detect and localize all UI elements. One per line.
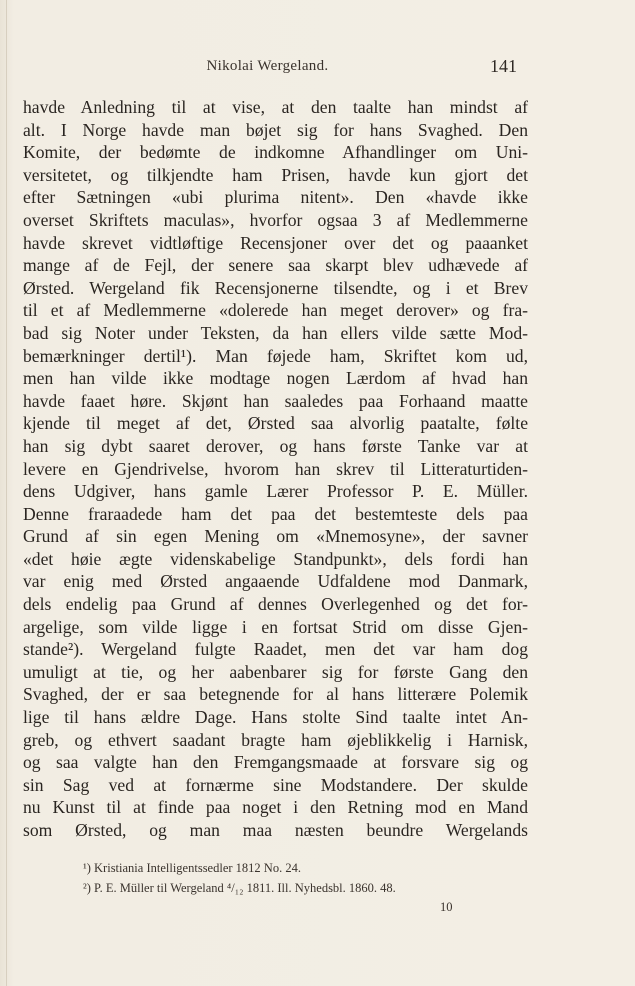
footnote-2: ²) P. E. Müller til Wergeland ⁴/₁₂ 1811. Ill. Nyhedsbl. 1860. 48. bbox=[83, 881, 396, 895]
text-line: sin Sag ved at fornærme sine Modstandere. Der skulde bbox=[23, 774, 528, 795]
text-line: alt. I Norge havde man bøjet sig for hans Svaghed. Den bbox=[23, 119, 528, 140]
text-line: Svaghed, der er saa betegnende for al hans litterære Polemik bbox=[23, 684, 528, 705]
text-line: nu Kunst til at finde paa noget i den Retning mod en Mand bbox=[23, 797, 528, 818]
text-line: han sig dybt saaret derover, og hans første Tanke var at bbox=[23, 435, 528, 456]
text-line: dels endelig paa Grund af dennes Overlegenhed og det for- bbox=[23, 594, 528, 615]
text-line: levere en Gjendrivelse, hvorom han skrev til Litteraturtiden- bbox=[23, 458, 528, 479]
text-line: mange af de Fejl, der senere saa skarpt blev udhævede af bbox=[23, 255, 528, 276]
text-line: som Ørsted, og man maa næsten beundre Wergelands bbox=[23, 820, 528, 840]
text-line: havde faaet høre. Skjønt han saaledes paa Forhaand maatte bbox=[23, 390, 528, 411]
running-title: Nikolai Wergeland. bbox=[206, 58, 329, 74]
signature-mark: 10 bbox=[440, 900, 453, 914]
text-line: havde Anledning til at vise, at den taalte han mindst af bbox=[23, 97, 528, 117]
text-line: Komite, der bedømte de indkomne Afhandlinger om Uni- bbox=[23, 142, 528, 163]
text-line: versitetet, og tilkjendte ham Prisen, havde kun gjort det bbox=[23, 164, 528, 185]
text-line: men han vilde ikke modtage nogen Lærdom af hvad han bbox=[23, 368, 528, 389]
text-line: var enig med Ørsted angaaende Udfaldene mod Danmark, bbox=[23, 571, 528, 592]
text-line: Denne fraraadede ham det paa det bestemteste dels paa bbox=[23, 503, 528, 524]
running-header bbox=[0, 58, 635, 82]
footnote-1: ¹) Kristiania Intelligentssedler 1812 No. 24. bbox=[83, 861, 301, 875]
text-line: stande²). Wergeland fulgte Raadet, men det var ham dog bbox=[23, 639, 528, 660]
text-line: efter Sætningen «ubi plurima nitent». Den «havde ikke bbox=[23, 187, 528, 208]
text-line: overset Skriftets maculas», hvorfor ogsaa 3 af Medlemmerne bbox=[23, 209, 528, 230]
body-text bbox=[23, 96, 528, 842]
text-line: bemærkninger dertil¹). Man føjede ham, Skriftet kom ud, bbox=[23, 345, 528, 366]
footnotes bbox=[83, 858, 523, 898]
text-line: og saa valgte han den Fremgangsmaade at forsvare sig og bbox=[23, 752, 528, 773]
text-line: Ørsted. Wergeland fik Recensjonerne tilsendte, og i et Brev bbox=[23, 277, 528, 298]
text-line: Grund af sin egen Mening om «Mnemosyne», der savner bbox=[23, 526, 528, 547]
page-gutter-edge bbox=[6, 0, 7, 986]
text-line: greb, og ethvert saadant bragte ham øjeblikkelig i Harnisk, bbox=[23, 729, 528, 750]
text-line: havde skrevet vidtløftige Recensjoner over det og paaanket bbox=[23, 232, 528, 253]
text-line: bad sig Noter under Teksten, da han ellers vilde sætte Mod- bbox=[23, 322, 528, 343]
text-line: umuligt at tie, og her aabenbarer sig for første Gang den bbox=[23, 661, 528, 682]
text-line: «det høie ægte videnskabelige Standpunkt», dels fordi han bbox=[23, 548, 528, 569]
text-line: kjende til meget af det, Ørsted saa alvorlig paatalte, følte bbox=[23, 413, 528, 434]
page-number: 141 bbox=[490, 56, 517, 76]
text-line: lige til hans ældre Dage. Hans stolte Sind taalte intet An- bbox=[23, 707, 528, 728]
text-line: argelige, som vilde ligge i en fortsat Strid om disse Gjen- bbox=[23, 616, 528, 637]
text-line: dens Udgiver, hans gamle Lærer Professor P. E. Müller. bbox=[23, 481, 528, 502]
text-line: til et af Medlemmerne «dolerede han meget derover» og fra- bbox=[23, 300, 528, 321]
